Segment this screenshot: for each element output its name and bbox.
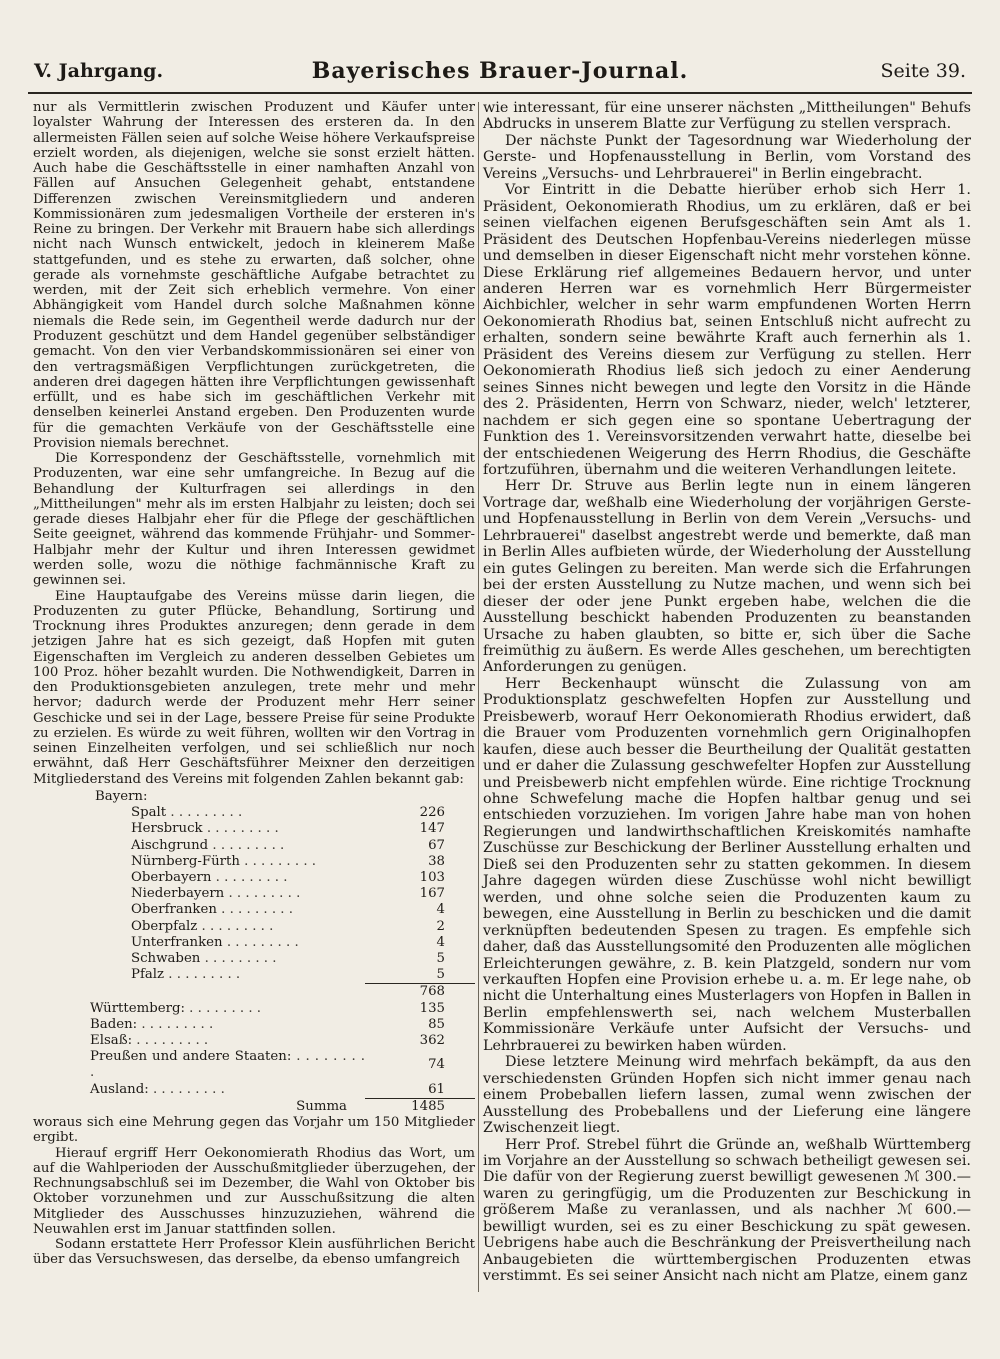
total-label: Summa <box>296 1098 347 1114</box>
table-row <box>33 821 475 837</box>
leader-dots: . . . . . . . . . <box>216 902 293 918</box>
table-row <box>33 1033 475 1049</box>
leader-dots: . . . . . . . . . <box>208 837 285 853</box>
paragraph: Eine Hauptaufgabe des Vereins müsse darin liegen, die Produzenten zu guter Pflücke, Behandlung, Sortirung und Trocknung ihres Produktes anzuregen; denn gerade in dem jetzigen Jahre hat es sich gezeigt, daß Hopfen mit guten Eigenschaften im Vergleich zu anderen desselben Gebietes um 100 Proz. höher bezahlt wurden. Die Nothwendigkeit, Darren in den Produktionsgebieten anzulegen, trete mehr und mehr hervor; dadurch werde der Produzent mehr Herr seiner Geschicke und sei in der Lage, bessere Preise für seine Produkte zu erzielen. Es würde zu weit führen, wollten wir den Vortrag in seinen Einzelheiten verfolgen, und sei schließlich nur noch erwähnt, daß Herr Geschäftsführer Meixner den derzeitigen Mitgliederstand des Vereins mit folgenden Zahlen bekannt gab: <box>33 588 475 787</box>
leader-dots: . . . . . . . . . <box>197 918 274 934</box>
table-row <box>33 805 475 821</box>
member-region-name <box>33 870 365 886</box>
paragraph: Hierauf ergriff Herr Oekonomierath Rhodius das Wort, um auf die Wahlperioden der Ausschußmitglieder überzugehen, der Rechnungsabschluß sei im Dezember, die Wahl von Oktober bis Oktober vorzunehmen und zur Ausschußsitzung die alten Mitglieder des Ausschusses hinzuzuziehen, während die Neuwahlen erst im Januar stattfinden sollen. <box>33 1145 475 1237</box>
page-header <box>28 56 972 94</box>
member-region-name <box>33 1049 365 1081</box>
region-name: Preußen und andere Staaten: <box>90 1049 292 1065</box>
paragraph: Der nächste Punkt der Tagesordnung war Wiederholung der Gerste- und Hopfenausstellung in Berlin, vom Vorstand des Vereins „Versuchs- und Lehrbrauerei" in Berlin eingebracht. <box>483 132 971 182</box>
paragraph: Herr Beckenhaupt wünscht die Zulassung von am Produktionsplatz geschwefelten Hopfen zur Ausstellung und Preisbewerb, worauf Herr Oekonomierath Rhodius erwidert, daß die Brauer vom Produzenten vornehmlich gern Originalhopfen kaufen, diese auch besser die Beurtheilung der Qualität gestatten und er daher die Zulassung geschwefelter Hopfen zur Ausstellung und Preisbewerb nicht empfehlen würde. Eine richtige Trocknung ohne Schwefelung mache die Hopfen haltbar genug und sei entschieden vorzuziehen. Im vorigen Jahre habe man von hohen Regierungen und landwirthschaftlichen Kreiskomités namhafte Zuschüsse zur Beschickung der Berliner Ausstellung erhalten und Dieß sei den Produzenten sehr zu statten gekommen. In diesem Jahre dagegen würden diese Zuschüsse wohl nicht bewilligt werden, und ohne solche seien die Produzenten kaum zu bewegen, eine Ausstellung in Berlin zu beschicken und die damit verknüpften bedeutenden Spesen zu tragen. Es empfehle sich daher, daß das Ausstellungsomité den Produzenten alle möglichen Erleichterungen gewähre, z. B. kein Platzgeld, sondern nur vom verkauften Hopfen eine Provision erhebe u. a. m. Er lege nahe, ob nicht die Unterhaltung eines Musterlagers von Hopfen in Ballen in Berlin empfehlenswerth sei, nach welchem Musterballen Kommissionäre Verkäufe unter Aufsicht der Versuchs- und Lehrbrauerei zu bewirken haben würden. <box>483 675 971 1054</box>
volume-label: V. Jahrgang. <box>34 60 164 82</box>
member-region-name <box>33 951 365 967</box>
region-name: Schwaben <box>131 950 201 966</box>
leader-dots: . . . . . . . . . <box>202 821 279 837</box>
table-row <box>33 1082 475 1099</box>
region-name: Nürnberg-Fürth <box>131 853 240 869</box>
member-region-name <box>33 821 365 837</box>
region-name: Oberbayern <box>131 869 212 885</box>
region-name: Elsaß: <box>90 1033 133 1048</box>
member-region-name <box>33 854 365 870</box>
member-count: 362 <box>419 1033 445 1048</box>
member-region-name <box>33 967 365 984</box>
member-region-name <box>33 886 365 902</box>
paragraph: Vor Eintritt in die Debatte hierüber erhob sich Herr 1. Präsident, Oekonomierath Rhodius, um zu erklären, daß er bei seinen vielfachen eigenen Berufsgeschäften sein Amt als 1. Präsident des Deutschen Hopfenbau-Vereins niederlegen müsse und demselben in dieser Eigenschaft nicht mehr vorstehen könne. Diese Erklärung rief allgemeines Bedauern hervor, und unter anderen Herren war es vornehmlich Herr Bürgermeister Aichbichler, welcher in sehr warm empfundenen Worten Herrn Oekonomierath Rhodius bat, seinen Entschluß nicht aufrecht zu erhalten, sondern seine bewährte Kraft auch fernerhin als 1. Präsident des Vereins diesem zur Verfügung zu stellen. Herr Oekonomierath Rhodius ließ sich jedoch zu einer Aenderung seines Sinnes nicht bewegen und legte den Vorsitz in die Hände des 2. Präsidenten, Herrn von Schwarz, nieder, welch' letzterer, nachdem er sich gegen eine so spontane Uebertragung der Funktion des 1. Vereinsvorsitzenden verwahrt hatte, dieselbe bei der entschiedenen Weigerung des Herrn Rhodius, die Geschäfte fortzuführen, übernahm und die weiteren Verhandlungen leitete. <box>483 182 971 478</box>
total-value: 1485 <box>365 1098 475 1115</box>
region-name: Ausland: <box>90 1081 149 1097</box>
leader-dots: . . . . . . . . . <box>222 934 299 950</box>
member-count: 67 <box>428 837 445 853</box>
leader-dots: . . . . . . . . . <box>239 853 317 869</box>
paragraph: Sodann erstattete Herr Professor Klein ausführlichen Bericht über das Versuchswesen, das derselbe, da ebenso umfangreich <box>33 1237 475 1268</box>
region-name: Hersbruck <box>131 821 203 837</box>
member-region-name <box>33 805 365 821</box>
total-row <box>33 1098 475 1115</box>
member-count: 4 <box>436 902 445 918</box>
member-count: 103 <box>419 869 445 885</box>
member-region-name <box>33 902 365 918</box>
member-region-name <box>33 935 365 951</box>
region-name: Oberfranken <box>131 902 217 918</box>
member-count: 38 <box>428 853 445 869</box>
table-row <box>33 870 475 886</box>
membership-table <box>33 789 475 1115</box>
member-region-name <box>33 1082 365 1099</box>
leader-dots: . . . . . . . . . <box>164 967 241 983</box>
member-count: 5 <box>436 967 445 983</box>
paragraph: nur als Vermittlerin zwischen Produzent und Käufer unter loyalster Wahrung der Interessen des ersteren da. In den allermeisten Fällen seien auf solche Weise höhere Verkaufspreise erzielt worden, als diejenigen, welche sie sonst erzielt hätten. Auch habe die Geschäftsstelle in einer namhaften Anzahl von Fällen auf Ansuchen Gelegenheit gehabt, entstandene Differenzen zwischen Vereinsmitgliedern und anderen Kommissionären zum jedesmaligen Vortheile der ersteren in's Reine zu bringen. Der Verkehr mit Brauern habe sich allerdings nicht nach Wunsch entwickelt, jedoch in kleinerem Maße stattgefunden, und es stehe zu erwarten, daß solcher, ohne gerade als vornehmste geschäftliche Aufgabe betrachtet zu werden, mit der Zeit sich erheblich vermehre. Von einer Abhängigkeit vom Handel durch solche Maßnahmen könne niemals die Rede sein, im Gegentheil werde dadurch nur der Produzent geschützt und dem Handel gegenüber selbständiger gemacht. Von den vier Verbandskommissionären sei einer von den vertragsmäßigen Verpflichtungen zurückgetreten, die anderen drei dagegen hätten ihre Verpflichtungen gewissenhaft erfüllt, und es habe sich im geschäftlichen Verkehr mit denselben keinerlei Anstand ergeben. Den Produzenten wurde für die gemachten Verkäufe von der Geschäftsstelle eine Provision niemals berechnet. <box>33 100 475 451</box>
member-count: 135 <box>419 1000 445 1016</box>
member-count: 61 <box>428 1081 445 1097</box>
region-name: Oberpfalz <box>131 918 198 934</box>
page-number: Seite 39. <box>880 60 966 82</box>
table-row <box>33 902 475 918</box>
table-row <box>33 967 475 984</box>
paragraph: Herr Dr. Struve aus Berlin legte nun in einem längeren Vortrage dar, weßhalb eine Wiederholung der vorjährigen Gerste- und Hopfenausstellung in Berlin von dem Verein „Versuchs- und Lehrbrauerei" daselbst angestrebt werde und bemerkte, daß man in Berlin Alles aufbieten würde, der Wiederholung der Ausstellung ein gutes Gelingen zu bereiten. Man werde sich die Erfahrungen bei der ersten Ausstellung zu Nutze machen, und wenn sich bei dieser der oder jene Punkt ergeben habe, welchen die die Ausstellung beschickt habenden Produzenten zu beanstanden Ursache zu haben glaubten, so bitte er, sich über die Sache freimüthig zu äußern. Es werde Alles geschehen, um berechtigten Anforderungen zu genügen. <box>483 478 971 676</box>
member-count: 167 <box>419 886 445 902</box>
member-region-name <box>33 1033 365 1049</box>
paragraph: wie interessant, für eine unserer nächsten „Mittheilungen" Behufs Abdrucks in unserem Blatte zur Verfügung zu stellen versprach. <box>483 100 971 133</box>
region-name: Pfalz <box>131 967 165 983</box>
table-row <box>33 789 475 805</box>
subtotal-row <box>33 984 475 1001</box>
paragraph: woraus sich eine Mehrung gegen das Vorjahr um 150 Mitglieder ergibt. <box>33 1115 475 1146</box>
member-count: 74 <box>428 1057 445 1073</box>
table-row <box>33 919 475 935</box>
table-row <box>33 1001 475 1017</box>
leader-dots: . . . . . . . . . <box>90 1049 365 1081</box>
leader-dots: . . . . . . . . . <box>200 950 277 966</box>
region-name: Unterfranken <box>131 934 223 950</box>
member-count: 4 <box>436 934 445 950</box>
leader-dots: . . . . . . . . . <box>224 886 301 902</box>
paragraph: Diese letztere Meinung wird mehrfach bekämpft, da aus den verschiedensten Gründen Hopfen sich nicht immer genau nach einem Probeballen liefern lassen, zumal wenn zwischen der Ausstellung des Probeballens und der Lieferung eine längere Zwischenzeit liegt. <box>483 1054 971 1137</box>
member-region-name <box>33 838 365 854</box>
member-count: 226 <box>419 805 445 821</box>
table-row <box>33 1017 475 1033</box>
left-column <box>33 100 475 1268</box>
table-row <box>33 951 475 967</box>
table-row <box>33 854 475 870</box>
paragraph: Die Korrespondenz der Geschäftsstelle, vornehmlich mit Produzenten, war eine sehr umfangreiche. In Bezug auf die Behandlung der Kulturfragen sei allerdings in den „Mittheilungen" mehr als im ersten Halbjahr zu leisten; doch sei gerade dieses Halbjahr eher für die Pflege der geschäftlichen Seite geeignet, während das kommende Frühjahr- und Sommer-Halbjahr mehr der Kultur und ihren Interessen gewidmet werden solle, wozu die nöthige fachmännische Kraft zu gewinnen sei. <box>33 451 475 589</box>
region-name: Baden: <box>90 1016 138 1032</box>
leader-dots: . . . . . . . . . <box>137 1016 214 1032</box>
member-count: 85 <box>428 1016 445 1032</box>
member-count: 2 <box>436 918 445 934</box>
journal-title: Bayerisches Brauer-Journal. <box>311 58 689 84</box>
paragraph: Herr Prof. Strebel führt die Gründe an, weßhalb Württemberg im Vorjahre an der Ausstellung so schwach betheiligt gewesen sei. Die dafür von der Regierung zuerst bewilligt gewesenen ℳ 300.— waren zu geringfügig, um die Produzenten zur Beschickung in größerem Maße zu veranlassen, und als nachher ℳ 600.— bewilligt wurden, sei es zu einer Beschickung zu spät gewesen. Uebrigens habe auch die Beschränkung der Preisvertheilung nach Anbaugebieten die württembergischen Produzenten etwas verstimmt. Es sei seiner Ansicht nach nicht am Platze, einem ganz <box>483 1136 971 1285</box>
leader-dots: . . . . . . . . . <box>166 805 243 821</box>
leader-dots: . . . . . . . . . <box>184 1000 262 1016</box>
region-name: Aischgrund <box>131 837 209 853</box>
column-divider <box>478 102 479 1292</box>
member-region-name <box>33 1001 365 1017</box>
table-row <box>33 886 475 902</box>
subtotal-value: 768 <box>365 984 475 1001</box>
leader-dots: . . . . . . . . . <box>211 869 288 885</box>
region-name: Württemberg: <box>90 1000 185 1016</box>
member-count: 5 <box>436 950 445 966</box>
right-column <box>483 100 971 1285</box>
leader-dots: . . . . . . . . . <box>132 1033 209 1048</box>
member-region-name <box>33 919 365 935</box>
table-row <box>33 935 475 951</box>
region-label: Bayern: <box>95 788 148 804</box>
region-name: Spalt <box>131 805 167 821</box>
member-count: 147 <box>419 821 445 837</box>
member-region-name <box>33 1017 365 1033</box>
leader-dots: . . . . . . . . . <box>148 1081 225 1097</box>
table-row <box>33 1049 475 1081</box>
region-name: Niederbayern <box>131 886 225 902</box>
table-row <box>33 838 475 854</box>
